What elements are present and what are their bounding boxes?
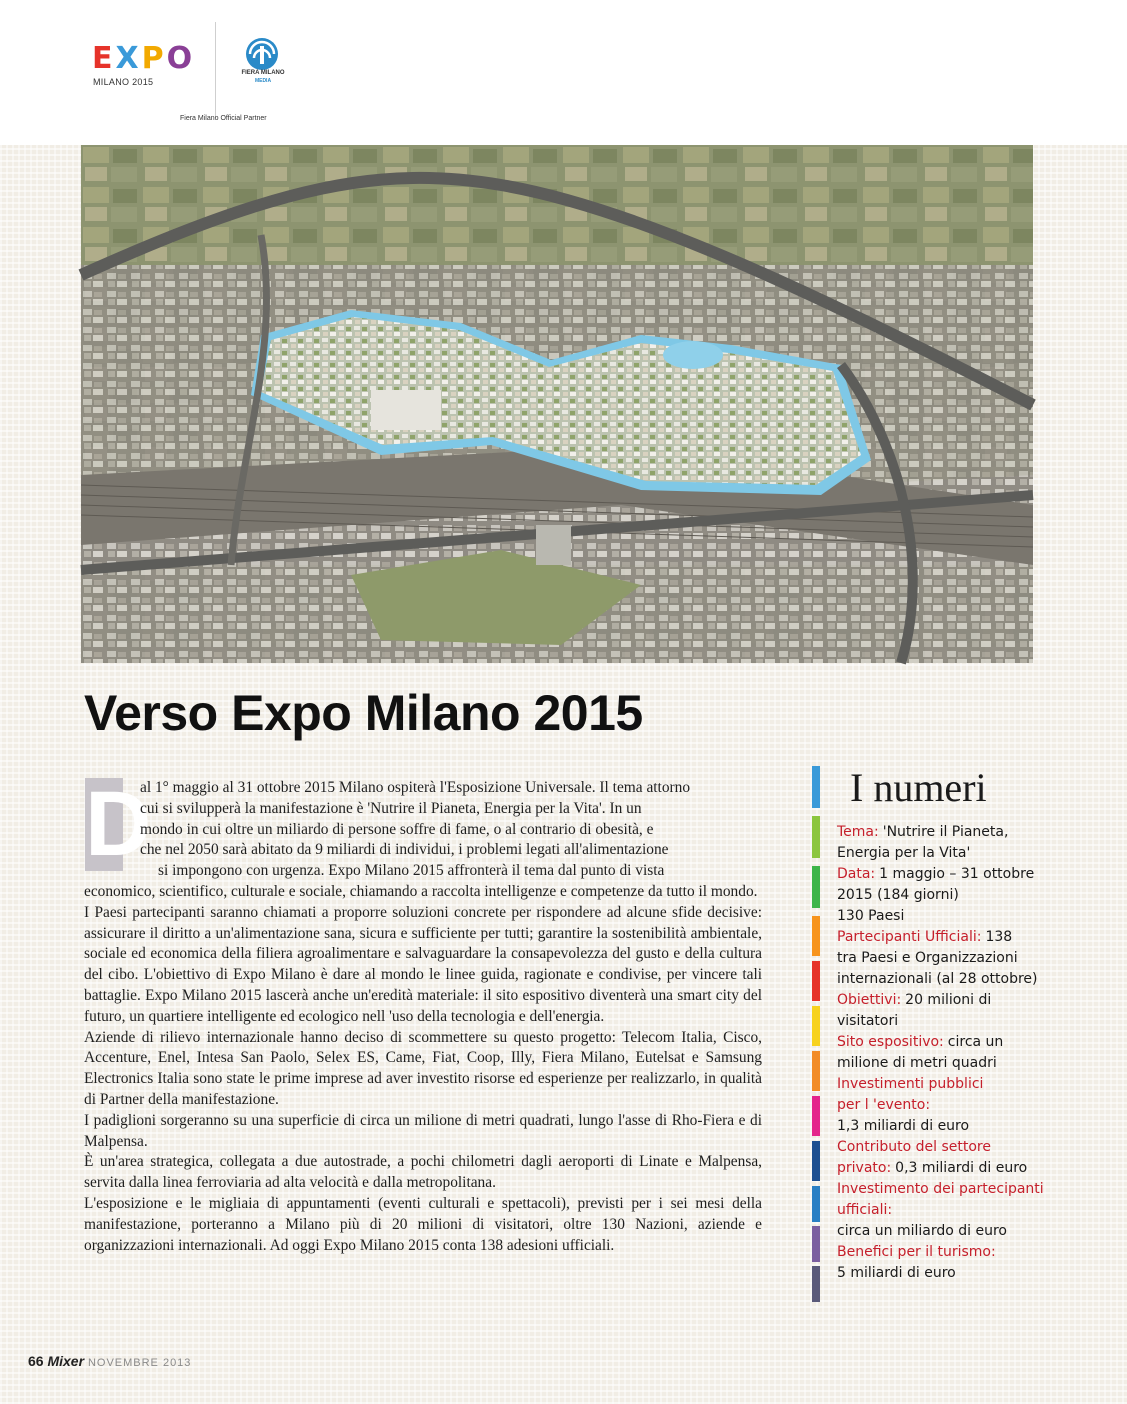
paragraph-6: L'esposizione e le migliaia di appuntamenti (eventi culturali e spettacoli), previsti per i sei mesi della manifestazione, porteranno a Milano più di 20 milioni di visitatori, oltre 130 Nazioni, aziende e organizzazioni internazionali. Ad oggi Expo Milano 2015 conta 138 adesioni ufficiali.: [84, 1194, 762, 1254]
sidebar-fact-row: [837, 864, 1087, 885]
sidebar-fact-label: Benefici per il turismo:: [837, 1244, 996, 1260]
sidebar-color-bar: [812, 1006, 820, 1046]
sidebar-color-bar: [812, 1141, 820, 1181]
page-footer: [28, 1353, 191, 1369]
sidebar-fact-row: [837, 1200, 1087, 1221]
sidebar-fact-text: visitatori: [837, 1013, 899, 1029]
sidebar-fact-row: [837, 990, 1087, 1011]
paragraph-1-line-3: mondo in cui oltre un miliardo di persone soffre di fame, o al contrario di obesità, e: [140, 820, 654, 838]
sidebar-fact-row: [837, 1179, 1087, 1200]
sidebar-color-bar: [812, 1186, 820, 1222]
sidebar-fact-text: 138: [985, 929, 1013, 945]
paragraph-1-line-5: si impongono con urgenza. Expo Milano 2015 affronterà il tema dal punto di vista: [158, 862, 665, 880]
paragraph-5: È un'area strategica, collegata a due autostrade, a pochi chilometri dagli aeroporti di Linate e Malpensa, servita dalla linea ferroviaria ad alta velocità e dalla metropolitana.: [84, 1153, 762, 1192]
sidebar-fact-text: circa un: [947, 1034, 1004, 1050]
sidebar-color-bar: [812, 1266, 820, 1302]
expo-letter-o: O: [166, 41, 194, 76]
sidebar-fact-text: 1 maggio – 31 ottobre: [879, 866, 1035, 882]
sidebar-fact-text: Energia per la Vita': [837, 845, 971, 861]
sidebar-fact-row: [837, 1242, 1087, 1263]
sidebar-color-bar: [812, 1051, 820, 1091]
sidebar-fact-row: [837, 906, 1087, 927]
sidebar-fact-label: ufficiali:: [837, 1202, 893, 1218]
sidebar-fact-text: 130 Paesi: [837, 908, 905, 924]
sidebar-title: I numeri: [850, 765, 987, 810]
expo-letter-x: X: [115, 41, 140, 76]
sidebar-fact-text: 5 miliardi di euro: [837, 1265, 956, 1281]
logo-divider: [215, 22, 216, 118]
fiera-milano-name: FIERA MILANO: [241, 70, 285, 76]
expo-logo-subtitle: MILANO 2015: [93, 77, 154, 87]
expo-letter-p: P: [141, 41, 165, 76]
sidebar-fact-label: Investimento dei partecipanti: [837, 1181, 1044, 1197]
expo-logo: [92, 42, 202, 76]
sidebar-fact-row: [837, 885, 1087, 906]
fiera-milano-media: MEDIA: [254, 78, 272, 84]
sidebar-fact-text: internazionali (al 28 ottobre): [837, 971, 1038, 987]
sidebar-fact-text: 2015 (184 giorni): [837, 887, 959, 903]
paragraph-4: I padiglioni sorgeranno su una superficie di circa un milione di metri quadrati, lungo l'asse di Rho-Fiera e di Malpensa.: [84, 1111, 762, 1150]
sidebar-fact-row: [837, 1263, 1087, 1284]
sidebar-fact-row: [837, 1221, 1087, 1242]
sidebar-fact-text: 1,3 miliardi di euro: [837, 1118, 970, 1134]
sidebar-fact-row: [837, 1137, 1087, 1158]
paragraph-1-line-1: al 1° maggio al 31 ottobre 2015 Milano ospiterà l'Esposizione Universale. Il tema attorno: [140, 779, 691, 796]
issue-date: NOVEMBRE 2013: [87, 1357, 192, 1369]
paragraph-1-line-4: che nel 2050 sarà abitato da 9 miliardi di individui, i problemi legati all'alimentazione: [140, 841, 669, 859]
sidebar-fact-label: privato:: [837, 1160, 892, 1176]
aerial-photo-drawing: [81, 145, 1033, 663]
sidebar-fact-row: [837, 843, 1087, 864]
sidebar-fact-label: Sito espositivo:: [837, 1034, 944, 1050]
sidebar-fact-text: 20 milioni di: [905, 992, 992, 1008]
sidebar-fact-label: Partecipanti Ufficiali:: [837, 929, 982, 945]
article-headline: Verso Expo Milano 2015: [84, 685, 643, 741]
paragraph-1-rest: economico, scientifico, culturale e sociale, chiamando a raccolta intelligenze e competenze da tutto il mondo.: [84, 882, 758, 900]
sidebar-color-bar: [812, 766, 820, 808]
paragraph-1-line-2: cui si svilupperà la manifestazione è 'Nutrire il Pianeta, Energia per la Vita'. In un: [140, 799, 642, 817]
sidebar-color-bar: [812, 1096, 820, 1136]
magazine-name: Mixer: [47, 1353, 85, 1369]
fiera-milano-logo-icon: [244, 36, 280, 72]
sidebar-color-bar: [812, 961, 820, 1001]
sidebar-fact-row: [837, 969, 1087, 990]
sidebar-fact-text: tra Paesi e Organizzazioni: [837, 950, 1018, 966]
expo-letter-e: E: [92, 41, 114, 76]
sidebar-color-bar: [812, 1226, 820, 1262]
sidebar-color-bar: [812, 916, 820, 956]
sidebar-fact-row: [837, 1074, 1087, 1095]
sidebar-fact-row: [837, 1053, 1087, 1074]
sidebar-fact-row: [837, 948, 1087, 969]
sidebar-fact-row: [837, 927, 1087, 948]
sidebar-fact-text: milione di metri quadri: [837, 1055, 997, 1071]
sidebar-fact-row: [837, 1158, 1087, 1179]
sidebar-fact-text: circa un miliardo di euro: [837, 1223, 1007, 1239]
sidebar-fact-label: Investimenti pubblici: [837, 1076, 984, 1092]
sidebar-fact-label: Obiettivi:: [837, 992, 902, 1008]
aerial-photo-expo-site: [81, 145, 1033, 663]
sidebar-fact-label: per l 'evento:: [837, 1097, 931, 1113]
sidebar-fact-row: [837, 1095, 1087, 1116]
official-partner-caption: Fiera Milano Official Partner: [180, 115, 267, 122]
sidebar-fact-text: 'Nutrire il Pianeta,: [882, 824, 1009, 840]
sidebar-color-bar: [812, 866, 820, 908]
sidebar-fact-row: [837, 1116, 1087, 1137]
drop-cap: D: [85, 773, 152, 875]
sidebar-fact-row: [837, 1011, 1087, 1032]
sidebar-fact-label: Tema:: [837, 824, 879, 840]
sidebar-color-bar: [812, 816, 820, 858]
sidebar-fact-row: [837, 822, 1087, 843]
paragraph-3: Aziende di rilievo internazionale hanno deciso di scommettere su questo progetto: Telecom Italia, Cisco, Accenture, Enel, Intesa San Paolo, Selex ES, Came, Fiat, Coop, Illy, Fiera Milano, Eutelsat e Samsung Electronics Italia sono state le prime imprese ad aver investito risorse ed esperienze per realizzarlo, in qualità di Partner della manifestazione.: [84, 1028, 762, 1108]
sidebar-fact-label: Data:: [837, 866, 876, 882]
sidebar-fact-text: 0,3 miliardi di euro: [895, 1160, 1028, 1176]
sidebar-fact-row: [837, 1032, 1087, 1053]
sidebar-fact-label: Contributo del settore: [837, 1139, 991, 1155]
sidebar-facts-list: [837, 822, 1087, 1284]
paragraph-2: I Paesi partecipanti saranno chiamati a proporre soluzioni concrete per rispondere ad alcune sfide decisive: assicurare il diritto a un'alimentazione sana, sicura e sufficiente per tutti; garantire la sostenibilità ambientale, sociale ed economica della filiera agroalimentare e salvaguardare la consapevolezza del gusto e della cultura del cibo. L'obiettivo di Expo Milano è dare al mondo le linee guida, ragionate e condivise, per vincere tali battaglie. Expo Milano 2015 lascerà anche un'eredità materiale: il sito espositivo diventerà una smart city del futuro, un quartiere intelligente ed ecologico nell 'uso della tecnologia e dell'energia.: [84, 903, 762, 1025]
page-number: 66: [28, 1353, 44, 1369]
article-body: [84, 773, 762, 1256]
